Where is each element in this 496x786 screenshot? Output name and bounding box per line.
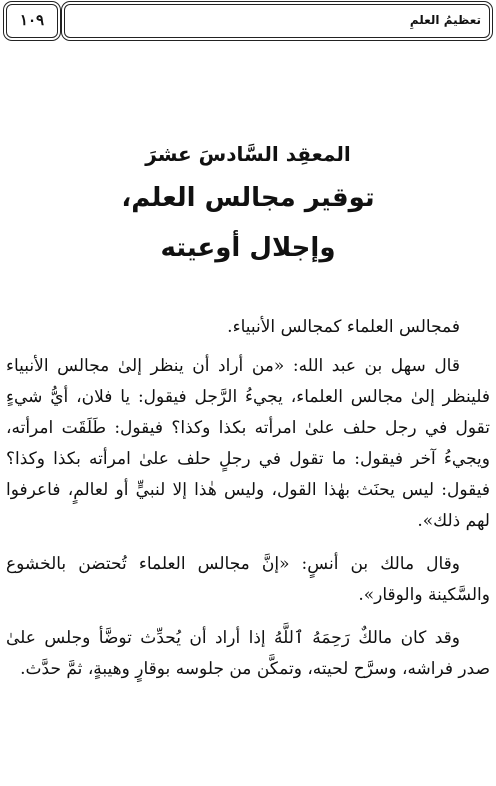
paragraph: فمجالس العلماء كمجالس الأنبياء. (227, 317, 460, 337)
page-header (4, 4, 492, 40)
running-title: تعظيمُ العلمِ (409, 13, 481, 27)
chapter-title-line-1: توقير مجالس العلم، (121, 183, 375, 213)
chapter-title-line-2: وإجلال أوعيته (160, 233, 336, 263)
chapter-number: المعقِد السَّادسَ عشرَ (145, 142, 351, 166)
page-number-box (6, 4, 58, 38)
page-number: ١٠٩ (19, 11, 45, 29)
body-text (6, 312, 490, 697)
running-title-box (64, 4, 490, 38)
paragraph: قال سهل بن عبد الله: «من أراد أن ينظر إلىٰ مجالس الأنبياء فلينظر إلىٰ مجالس العلماء، يجيءُ الرَّجل فيقول: يا فلان، أيُّ شيءٍ تقول في رجل حلف علىٰ امرأته بكذا وكذا؟ فيقول: طَلَقَت امرأته، ويجيءُ آخر فيقول: ما تقول في رجلٍ حلف علىٰ امرأته بكذا وكذا؟ فيقول: ليس يحنَث بهٰذا القول، وليس هٰذا إلا لنبيٍّ أو لعالمٍ، فاعرفوا لهم ذلك». (6, 356, 490, 531)
paragraph: وقال مالك بن أنسٍ: «إنَّ مجالس العلماء تُحتضن بالخشوع والسَّكينة والوقار». (6, 554, 490, 605)
paragraph: وقد كان مالكٌ رَحِمَهُ ٱللَّهُ إذا أراد أن يُحدِّث توضَّأ وجلس علىٰ صدر فراشه، وسرَّح لحيته، وتمكَّن من جلوسه بوقارٍ وهيبةٍ، ثمَّ حدَّث. (6, 628, 490, 679)
